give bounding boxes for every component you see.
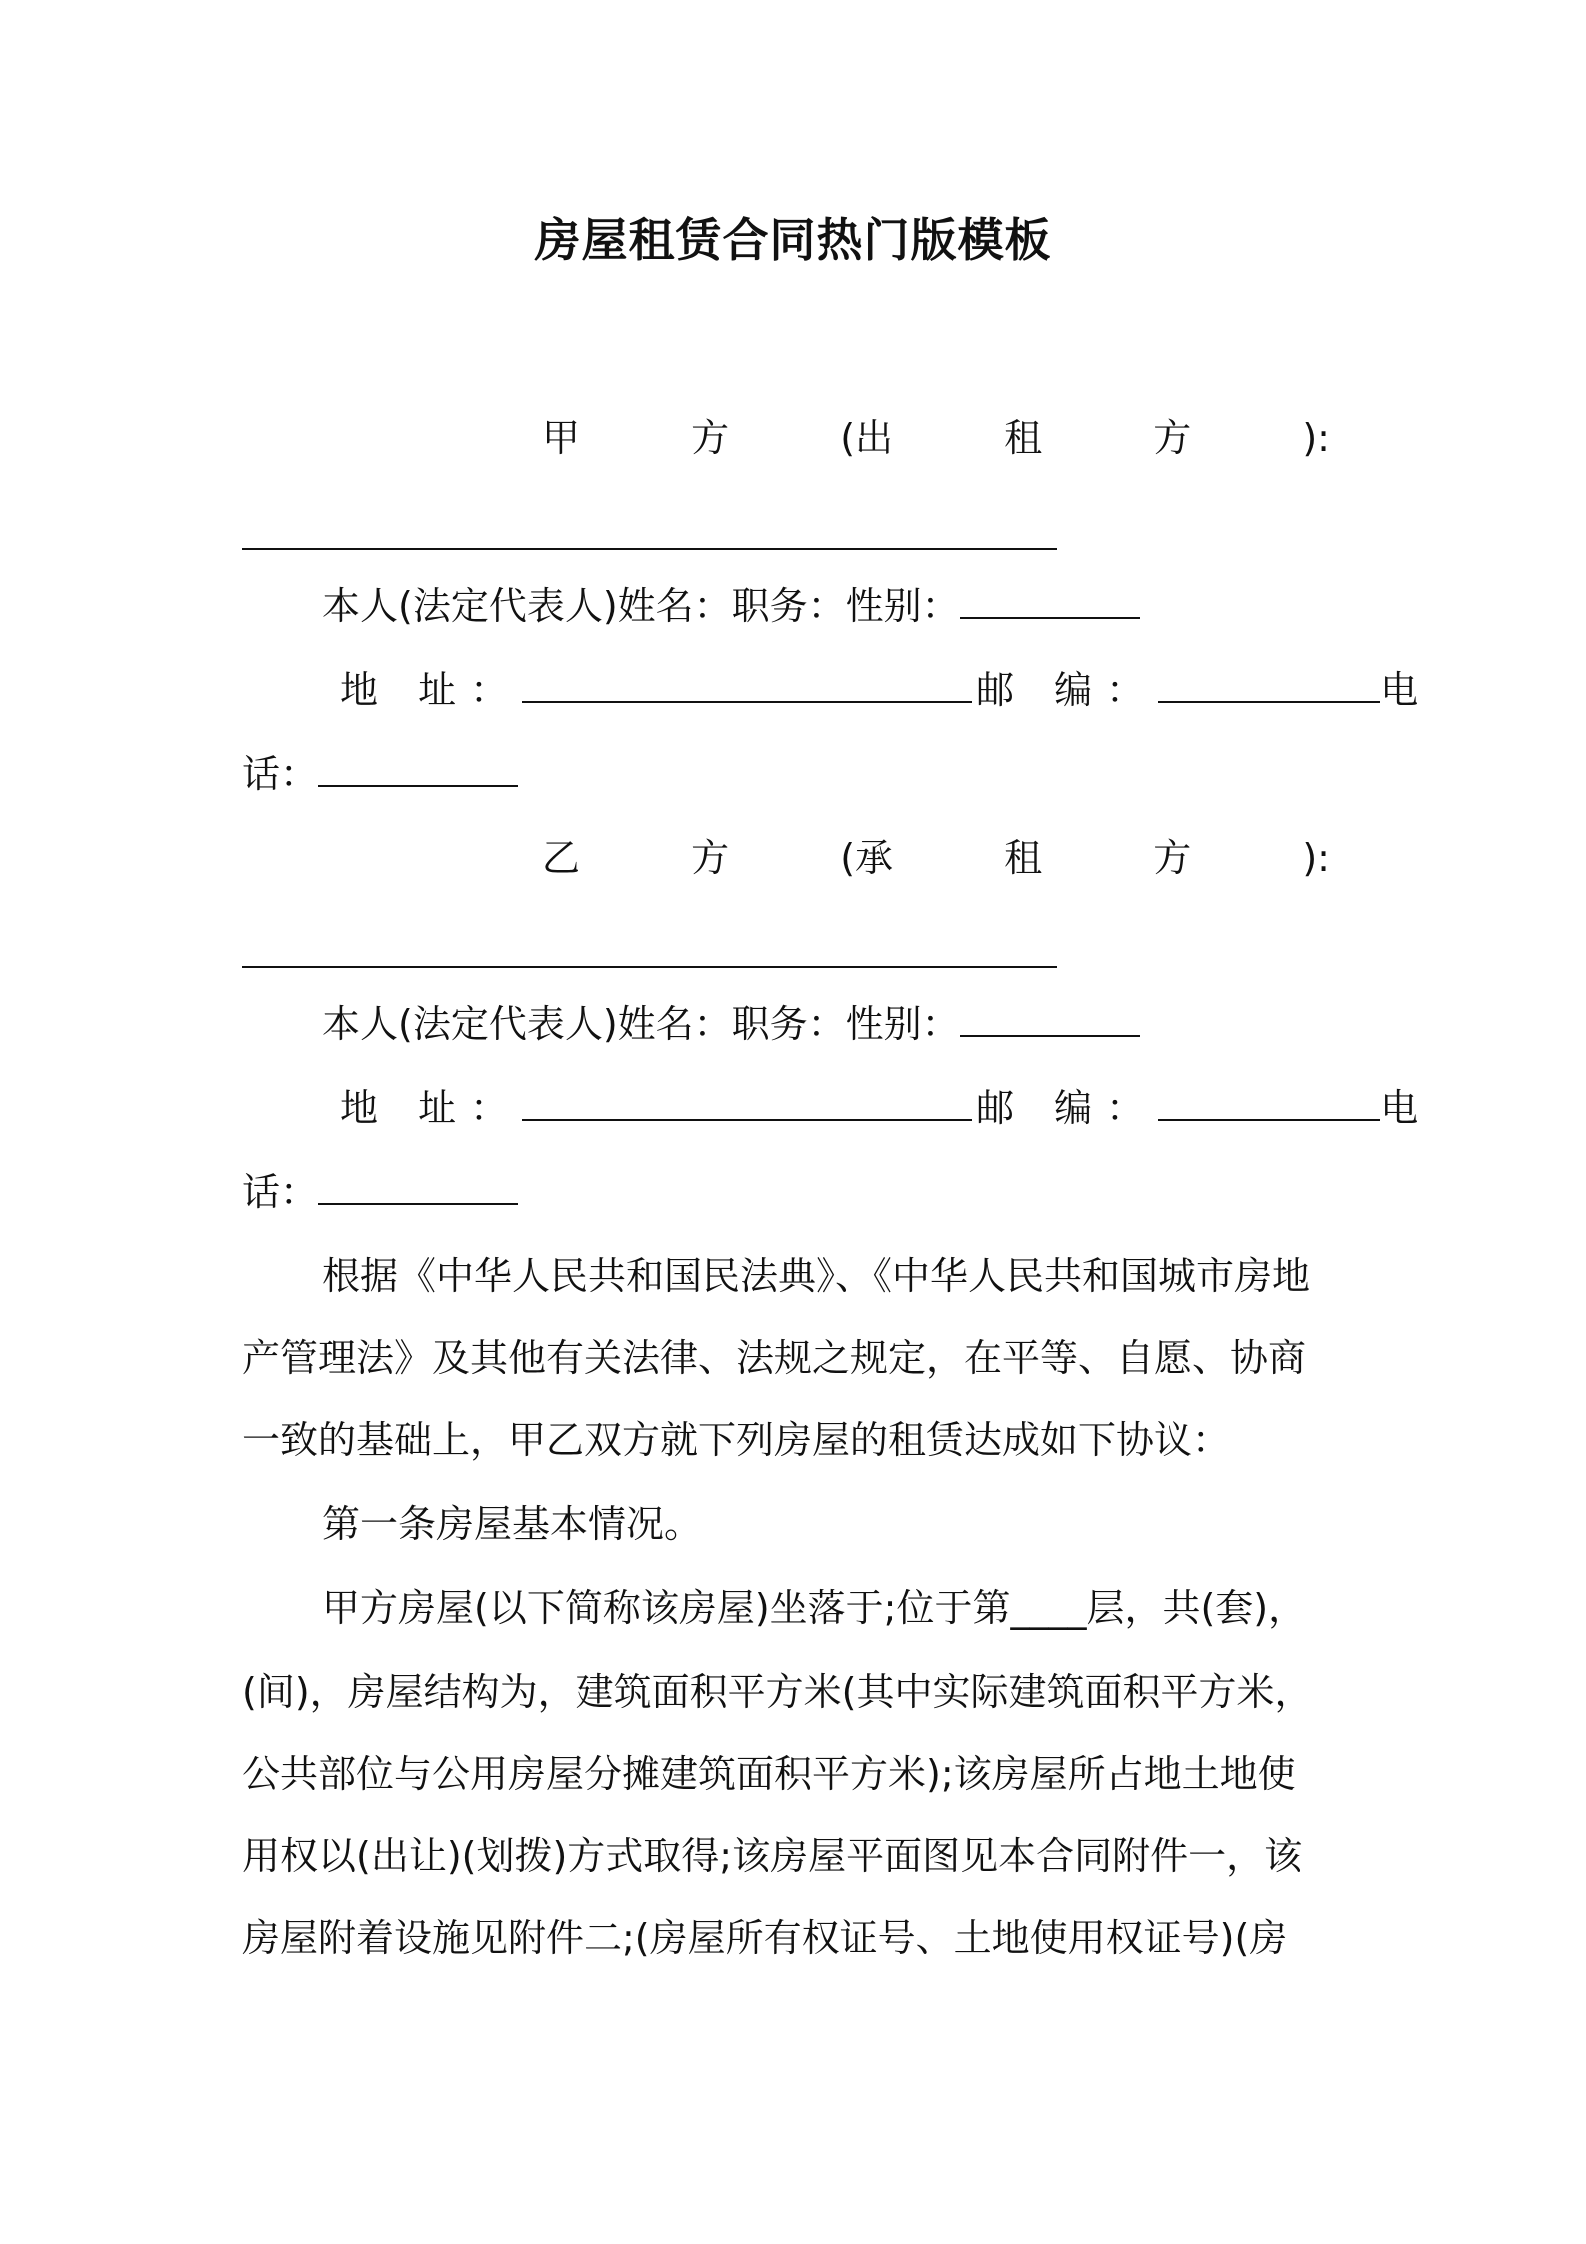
party-b-address-line: 地 址： 邮 编： 电 <box>340 1086 1419 1130</box>
party-b-postcode-blank[interactable] <box>1158 1085 1380 1121</box>
party-b-gender-blank[interactable] <box>960 1001 1140 1037</box>
article-1-line-3: 公共部位与公用房屋分摊建筑面积平方米);该房屋所占地土地使 <box>242 1752 1296 1796</box>
article-1-line-5: 房屋附着设施见附件二;(房屋所有权证号、土地使用权证号)(房 <box>242 1916 1288 1960</box>
party-a-address-line: 地 址： 邮 编： 电 <box>340 668 1419 712</box>
preamble-line-2: 产管理法》及其他有关法律、法规之规定，在平等、自愿、协商 <box>242 1336 1307 1380</box>
party-a-rep-line: 本人(法定代表人)姓名：职务：性别： <box>322 580 1432 632</box>
party-b-name-blank[interactable] <box>242 966 1057 968</box>
party-b-rep-line: 本人(法定代表人)姓名：职务：性别： <box>322 998 1432 1050</box>
article-1-title: 第一条房屋基本情况。 <box>322 1502 703 1546</box>
party-a-phone-line: 话： <box>242 748 1352 800</box>
party-a-postcode-blank[interactable] <box>1158 667 1380 703</box>
party-a-heading: 甲 方 (出 租 方 ): <box>542 416 1330 460</box>
party-b-address-blank[interactable] <box>522 1085 972 1121</box>
party-a-name-blank[interactable] <box>242 548 1057 550</box>
party-b-phone-blank[interactable] <box>318 1169 518 1205</box>
article-1-line-2: (间)，房屋结构为，建筑面积平方米(其中实际建筑面积平方米， <box>242 1670 1313 1714</box>
party-b-heading: 乙 方 (承 租 方 ): <box>542 836 1330 880</box>
preamble-line-3: 一致的基础上，甲乙双方就下列房屋的租赁达成如下协议： <box>242 1418 1231 1462</box>
article-1-line-1: 甲方房屋(以下简称该房屋)坐落于;位于第____层，共(套)， <box>322 1586 1307 1630</box>
preamble-line-1: 根据《中华人民共和国民法典》、《中华人民共和国城市房地 <box>322 1254 1311 1298</box>
document-title: 房屋租赁合同热门版模板 <box>534 213 1052 267</box>
article-1-line-4: 用权以(出让)(划拨)方式取得;该房屋平面图见本合同附件一，该 <box>242 1834 1303 1878</box>
party-a-phone-blank[interactable] <box>318 751 518 787</box>
party-a-address-blank[interactable] <box>522 667 972 703</box>
party-a-gender-blank[interactable] <box>960 583 1140 619</box>
party-b-phone-line: 话： <box>242 1166 1352 1218</box>
